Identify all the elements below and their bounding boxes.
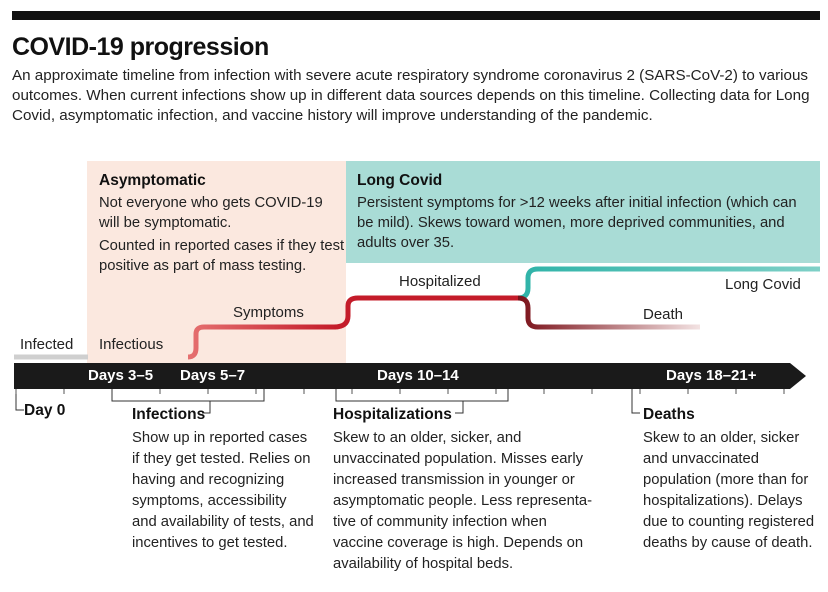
day0-bracket xyxy=(16,394,24,410)
deaths-text: Skew to an older, sicker and unvaccinated population (more than for hospitalizations). Delays due to counting registered deaths by cause of death. xyxy=(643,430,815,551)
day-label: Days 18–21+ xyxy=(666,367,757,384)
day0-label: Day 0 xyxy=(24,402,66,419)
day-label: Days 3–5 xyxy=(88,367,154,384)
stage-infected: Infected xyxy=(20,336,74,353)
hospitalizations-text: Skew to an older, sicker, and unvaccinated population. Misses early increased transmission in younger or asymptomatic people. Less representa-tive of community infection when vaccine coverage is high. Depends on availability of hospital beds. xyxy=(333,430,593,572)
stage-hospitalized: Hospitalized xyxy=(399,273,481,290)
deaths-heading: Deaths xyxy=(643,406,695,423)
timeline-ticks xyxy=(16,389,784,394)
infections-text: Show up in reported cases if they get tested. Relies on having and recognizing symptoms, accessibility and availability of tests, and incentives to get tested. xyxy=(132,430,314,551)
deaths-bracket xyxy=(632,389,640,413)
figure-subtitle: An approximate timeline from infection with severe acute respiratory syndrome coronavirus 2 (SARS-CoV-2) to various outcomes. When current infections show up in different data sources depends on this timeline. Collecting data for Long Covid, asymptomatic infection, and vaccine history will improve understanding of the pandemic. xyxy=(12,67,810,124)
stage-symptoms: Symptoms xyxy=(233,304,304,321)
infections-bracket xyxy=(112,389,264,401)
day-label: Days 10–14 xyxy=(377,367,459,384)
hospitalized-line xyxy=(334,298,520,327)
day-label: Days 5–7 xyxy=(180,367,246,384)
asymptomatic-text-1: Not everyone who gets COVID-19 will be symptomatic. xyxy=(99,195,323,231)
hospitalizations-bracket xyxy=(336,389,508,401)
figure-title: COVID-19 progression xyxy=(12,33,269,61)
infections-heading: Infections xyxy=(132,406,206,423)
stage-long-covid: Long Covid xyxy=(725,276,801,293)
asymptomatic-text-2: Counted in reported cases if they test positive as part of mass testing. xyxy=(99,238,345,274)
stage-infectious: Infectious xyxy=(99,336,164,353)
hospitalizations-connector xyxy=(455,401,463,413)
hospitalizations-heading: Hospitalizations xyxy=(333,406,452,423)
long-covid-heading: Long Covid xyxy=(357,172,443,189)
symptoms-line xyxy=(188,327,336,357)
long-covid-text: Persistent symptoms for >12 weeks after initial infection (which can be mild). Skews toward women, more deprived communities, and adults over 35. xyxy=(357,195,797,251)
stage-death: Death xyxy=(643,306,684,323)
asymptomatic-heading: Asymptomatic xyxy=(99,172,206,189)
